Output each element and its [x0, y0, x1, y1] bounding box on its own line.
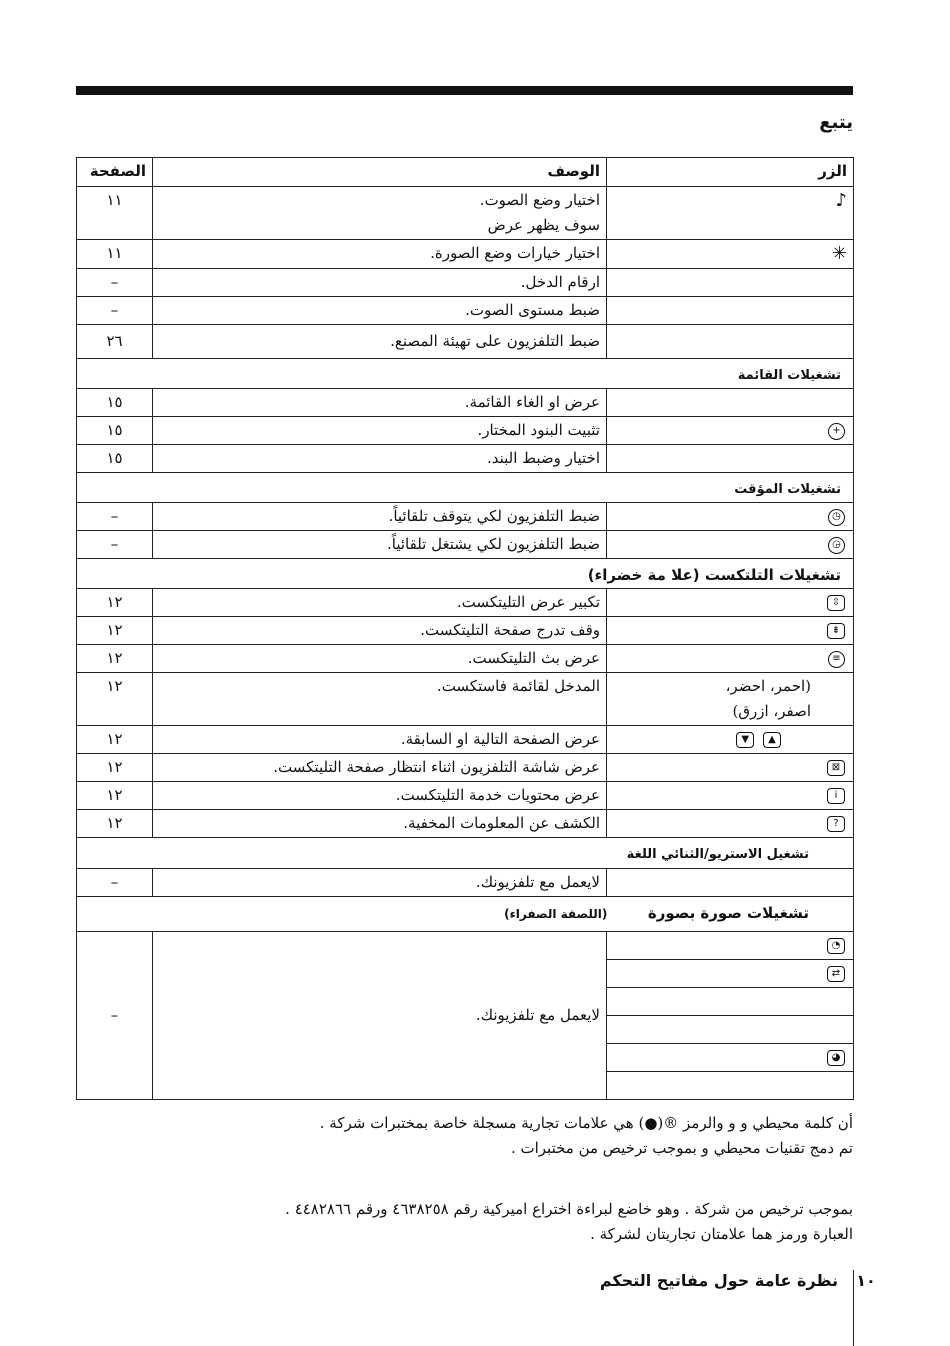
button-cell	[607, 754, 854, 782]
description-cell: تثبيت البنود المختار.	[153, 417, 607, 445]
table-header	[77, 158, 854, 187]
header-page: الصفحة	[77, 158, 153, 187]
section-title: تشغيلات صورة بصورة	[647, 904, 809, 922]
description-cell: ضبط التلفزيون على تهيئة المصنع.	[153, 325, 607, 359]
button-cell	[607, 589, 854, 617]
footnote-line: العبارة ورمز هما علامتان تجاريتان لشركة .	[590, 1225, 853, 1243]
page-cell: ١١	[77, 240, 153, 269]
button-cell	[607, 503, 854, 531]
license-note	[76, 1197, 853, 1247]
description-cell: ضبط التلفزيون لكي يتوقف تلقائياً.	[153, 503, 607, 531]
description-cell: لايعمل مع تلفزيونك.	[153, 932, 607, 1100]
page-cell: ١٢	[77, 589, 153, 617]
page-cell: –	[77, 503, 153, 531]
description-cell	[153, 187, 607, 240]
top-rule	[76, 86, 853, 95]
table-row	[77, 240, 854, 269]
description-text: اختيار وضع الصوت.	[479, 191, 600, 209]
description-cell: ضبط التلفزيون لكي يشتغل تلقائياً.	[153, 531, 607, 559]
trademark-note	[76, 1111, 853, 1161]
timer-on-icon: ◶	[828, 537, 845, 554]
teletext-icon: ≡	[828, 651, 845, 668]
page-cell: –	[77, 531, 153, 559]
section-teletext	[77, 559, 854, 589]
description-cell: لايعمل مع تلفزيونك.	[153, 869, 607, 897]
section-title: تشغيلات المؤقت	[77, 473, 854, 503]
section-timer	[77, 473, 854, 503]
table-row	[77, 531, 854, 559]
table-row	[77, 782, 854, 810]
table-row	[77, 417, 854, 445]
pip-button-row	[607, 1072, 853, 1099]
pip-button-row	[607, 988, 853, 1016]
fastext-colors-label: (احمر، احضر،	[725, 677, 811, 695]
page-cell: ١٢	[77, 673, 153, 726]
header-description: الوصف	[153, 158, 607, 187]
button-cell	[607, 869, 854, 897]
table-row	[77, 445, 854, 473]
section-title: تشغيلات القائمة	[77, 359, 854, 389]
button-cell	[607, 297, 854, 325]
section-title: تشغيلات التلتكست (علا مة خضراء)	[77, 559, 854, 589]
button-cell	[607, 810, 854, 838]
pip-button-row	[607, 932, 853, 960]
page-number: ١٠	[856, 1271, 876, 1290]
table-row	[77, 645, 854, 673]
page-cell: ١٢	[77, 645, 153, 673]
table-row	[77, 617, 854, 645]
timer-off-icon: ◷	[828, 509, 845, 526]
page-footer	[600, 1271, 880, 1290]
description-cell: عرض الصفحة التالية او السابقة.	[153, 726, 607, 754]
page-cell: –	[77, 269, 153, 297]
page-cell: ١٢	[77, 754, 153, 782]
description-cell: المدخل لقائمة فاستكست.	[153, 673, 607, 726]
page-cell: ١٥	[77, 445, 153, 473]
fastext-colors-label: اصفر، ازرق)	[732, 702, 811, 720]
teletext-hold-icon: ⇟	[827, 623, 845, 639]
pip-icon: ◔	[827, 938, 845, 954]
continued-label: يتبع	[819, 112, 853, 133]
teletext-enlarge-icon: ⇳	[827, 595, 845, 611]
table-row	[77, 589, 854, 617]
table-row	[77, 187, 854, 240]
reveal-icon: ?	[827, 816, 845, 832]
pip-swap-icon: ⇄	[827, 966, 845, 982]
button-cell	[607, 389, 854, 417]
button-cell	[607, 782, 854, 810]
table-row	[77, 932, 854, 1100]
description-cell: الكشف عن المعلومات المخفية.	[153, 810, 607, 838]
footnote-line: أن كلمة محيطي و و والرمز ®(●) هي علامات تجارية مسجلة خاصة بمختبرات شركة .	[319, 1114, 853, 1132]
section-menu	[77, 359, 854, 389]
button-cell	[607, 673, 854, 726]
footnote-line: بموجب ترخيص من شركة . وهو خاضع لبراءة اختراع اميركية رقم ٤٦٣٨٢٥٨ ورقم ٤٤٨٢٨٦٦ .	[285, 1200, 853, 1218]
select-circle-icon: +	[828, 423, 845, 440]
footnote-line: تم دمج تقنيات محيطي و بموجب ترخيص من مختبرات .	[510, 1139, 853, 1157]
page-cell: ١٥	[77, 417, 153, 445]
page-cell: ١١	[77, 187, 153, 240]
description-cell: عرض بث التليتكست.	[153, 645, 607, 673]
button-cell	[607, 726, 854, 754]
description-cell: عرض شاشة التلفزيون اثناء انتظار صفحة التليتكست.	[153, 754, 607, 782]
teletext-index-icon: i	[827, 788, 845, 804]
table-row	[77, 297, 854, 325]
page-cell: –	[77, 932, 153, 1100]
page-cell: ١٢	[77, 726, 153, 754]
page-cell: ١٢	[77, 810, 153, 838]
button-cell	[607, 932, 854, 1100]
header-button: الزر	[607, 158, 854, 187]
table-row	[77, 869, 854, 897]
page-cell: ١٢	[77, 782, 153, 810]
teletext-cancel-icon: ⊠	[827, 760, 845, 776]
page-up-icon: ▲	[763, 732, 781, 748]
table-row	[77, 726, 854, 754]
section-title: تشغيل الاستريو/الثنائي اللغة	[77, 838, 854, 869]
table-row	[77, 389, 854, 417]
description-cell: عرض محتويات خدمة التليتكست.	[153, 782, 607, 810]
description-cell: ارقام الدخل.	[153, 269, 607, 297]
section-stereo	[77, 838, 854, 869]
table-row	[77, 325, 854, 359]
page-cell: ٢٦	[77, 325, 153, 359]
description-cell: اختيار خيارات وضع الصورة.	[153, 240, 607, 269]
button-cell	[607, 617, 854, 645]
table-row	[77, 269, 854, 297]
section-pip	[77, 897, 854, 932]
description-text: سوف يظهر عرض	[487, 216, 600, 234]
page-cell: ١٥	[77, 389, 153, 417]
description-cell: عرض او الغاء القائمة.	[153, 389, 607, 417]
pip-position-icon: ◕	[827, 1050, 845, 1066]
page-cell: ١٢	[77, 617, 153, 645]
pip-button-row	[607, 1044, 853, 1072]
button-cell	[607, 645, 854, 673]
description-cell: وقف تدرج صفحة التليتكست.	[153, 617, 607, 645]
button-cell	[607, 269, 854, 297]
table-row	[77, 673, 854, 726]
button-cell	[607, 417, 854, 445]
footer-title: نظرة عامة حول مفاتيح التحكم	[599, 1271, 838, 1290]
picture-mode-icon: ✳	[831, 243, 847, 264]
controls-table	[76, 157, 854, 1100]
table-row	[77, 503, 854, 531]
button-cell	[607, 531, 854, 559]
button-cell	[607, 325, 854, 359]
table-row	[77, 810, 854, 838]
button-cell	[607, 187, 854, 240]
page-down-icon: ▼	[736, 732, 754, 748]
description-cell: ضبط مستوى الصوت.	[153, 297, 607, 325]
page-cell: –	[77, 869, 153, 897]
description-cell: تكبير عرض التليتكست.	[153, 589, 607, 617]
page-cell: –	[77, 297, 153, 325]
table-row	[77, 754, 854, 782]
pip-button-row	[607, 1016, 853, 1044]
section-subtitle: (اللصقة الصفراء)	[504, 907, 608, 921]
button-cell	[607, 240, 854, 269]
button-cell	[607, 445, 854, 473]
music-note-icon: ♪	[835, 190, 847, 211]
pip-button-row	[607, 960, 853, 988]
description-cell: اختيار وضبط البند.	[153, 445, 607, 473]
